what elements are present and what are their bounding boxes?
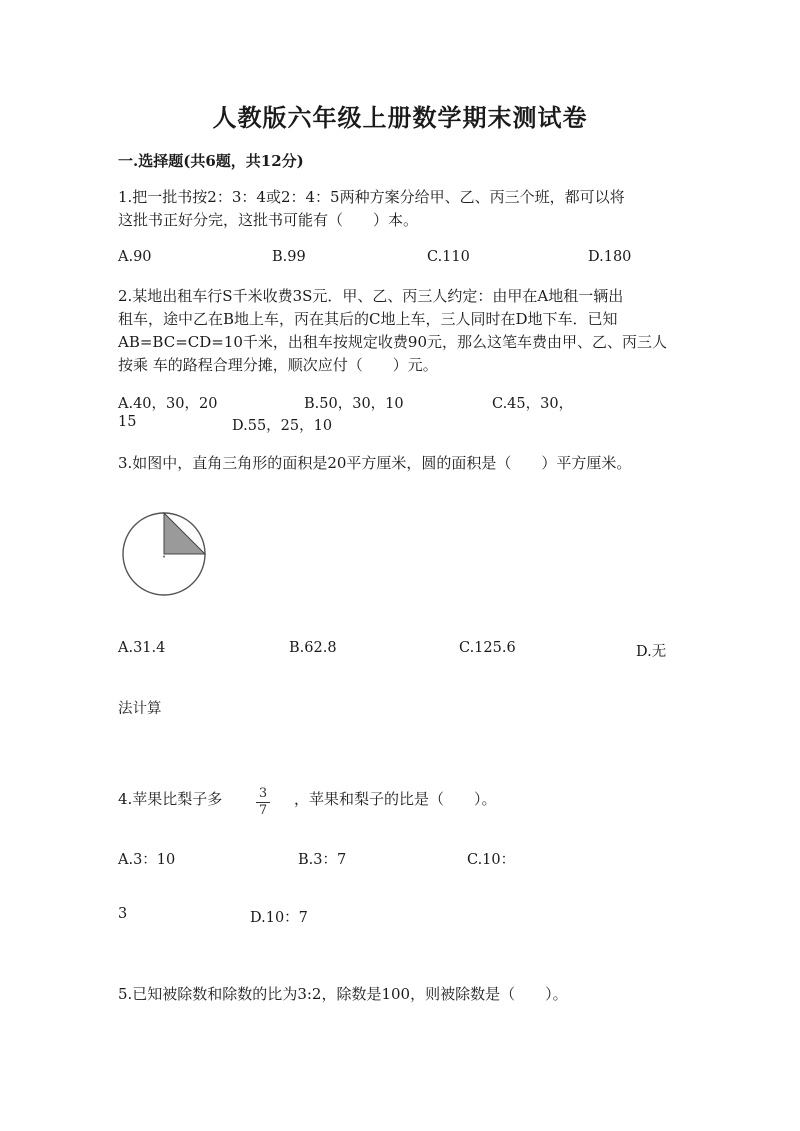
q4-option-c-continued: 3	[118, 906, 128, 922]
q2-option-c: C.45，30，	[492, 396, 574, 412]
question-2-line-4: 按乘 车的路程合理分摊，顺次应付（ ）元。	[118, 356, 438, 374]
fraction-denominator: 7	[258, 803, 268, 818]
q4-option-a: A.3：10	[118, 852, 176, 868]
q3-option-d: D.无	[636, 644, 667, 660]
q1-option-a: A.90	[118, 249, 152, 265]
question-4-prefix: 4.苹果比梨子多	[118, 790, 223, 808]
q2-option-d: D.55，25，10	[232, 418, 333, 434]
fraction-three-sevenths	[256, 787, 270, 818]
q3-option-a: A.31.4	[118, 640, 166, 656]
q1-option-b: B.99	[272, 249, 306, 265]
center-point	[163, 555, 165, 557]
q4-option-c: C.10：	[467, 852, 516, 868]
circle-triangle-figure	[118, 505, 218, 605]
question-2-line-2: 租车，途中乙在B地上车，丙在其后的C地上车，三人同时在D地下车．已知	[118, 310, 618, 328]
fraction-numerator: 3	[258, 786, 268, 801]
q2-option-b: B.50，30，10	[304, 396, 404, 412]
question-2	[118, 285, 678, 377]
question-2-line-1: 2.某地出租车行S千米收费3S元．甲、乙、丙三人约定：由甲在A地租一辆出	[118, 287, 624, 305]
question-1-line-2: 这批书正好分完，这批书可能有（ ）本。	[118, 211, 419, 229]
q4-option-d: D.10：7	[250, 910, 308, 926]
question-1-line-1: 1.把一批书按2：3：4或2：4：5两种方案分给甲、乙、丙三个班，都可以将	[118, 188, 625, 206]
q1-option-d: D.180	[588, 249, 632, 265]
q2-option-a: A.40，30，20	[118, 396, 218, 412]
q3-option-d-continued: 法计算	[118, 701, 162, 717]
q1-option-c: C.110	[427, 249, 470, 265]
q3-option-b: B.62.8	[289, 640, 337, 656]
question-5: 5.已知被除数和除数的比为3:2，除数是100，则被除数是（ ）。	[118, 985, 568, 1003]
question-4-suffix: ，苹果和梨子的比是（ ）。	[294, 790, 497, 808]
question-1	[118, 186, 678, 232]
question-2-line-3: AB=BC=CD=10千米，出租车按规定收费90元，那么这笔车费由甲、乙、丙三人	[118, 333, 668, 351]
page-title: 人教版六年级上册数学期末测试卷	[212, 103, 588, 132]
q2-option-c-continued: 15	[118, 414, 137, 430]
q3-option-c: C.125.6	[459, 640, 516, 656]
question-3: 3.如图中，直角三角形的面积是20平方厘米，圆的面积是（ ）平方厘米。	[118, 454, 632, 472]
q4-option-b: B.3：7	[298, 852, 347, 868]
section-heading: 一.选择题(共6题，共12分)	[118, 152, 304, 170]
